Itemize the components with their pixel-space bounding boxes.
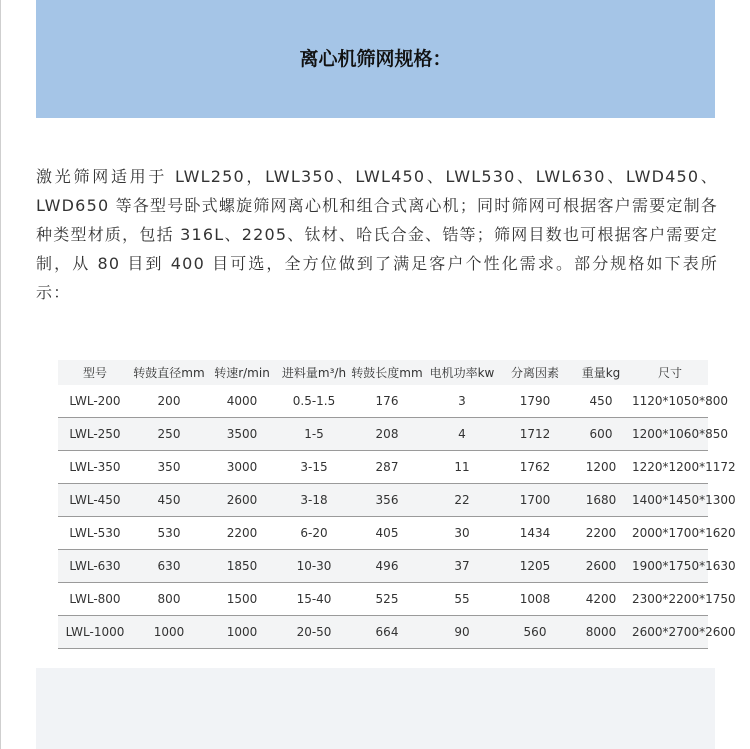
cell-motor-power: 3 — [424, 385, 500, 418]
cell-size: 1900*1750*1630 — [632, 550, 708, 583]
cell-drum-diameter: 800 — [132, 583, 206, 616]
cell-motor-power: 4 — [424, 418, 500, 451]
cell-drum-length: 496 — [350, 550, 424, 583]
cell-model: LWL-800 — [58, 583, 132, 616]
cell-motor-power: 30 — [424, 517, 500, 550]
cell-weight: 8000 — [570, 616, 632, 649]
cell-drum-diameter: 450 — [132, 484, 206, 517]
cell-motor-power: 11 — [424, 451, 500, 484]
cell-feed-rate: 15-40 — [278, 583, 350, 616]
cell-speed: 2600 — [206, 484, 278, 517]
header-size: 尺寸 — [657, 366, 682, 380]
header-drum-diameter: 转鼓直径mm — [133, 366, 205, 380]
cell-weight: 1200 — [570, 451, 632, 484]
cell-speed: 2200 — [206, 517, 278, 550]
cell-separation-factor: 1712 — [500, 418, 570, 451]
header-speed: 转速r/min — [214, 366, 270, 380]
cell-separation-factor: 1700 — [500, 484, 570, 517]
cell-drum-length: 525 — [350, 583, 424, 616]
cell-speed: 4000 — [206, 385, 278, 418]
cell-model: LWL-530 — [58, 517, 132, 550]
cell-size: 2300*2200*1750 — [632, 583, 708, 616]
table-row — [58, 517, 708, 550]
page-left-border — [0, 0, 1, 749]
cell-separation-factor: 1205 — [500, 550, 570, 583]
cell-model: LWL-450 — [58, 484, 132, 517]
cell-drum-diameter: 630 — [132, 550, 206, 583]
cell-drum-diameter: 250 — [132, 418, 206, 451]
cell-size: 1220*1200*1172 — [632, 451, 708, 484]
cell-separation-factor: 1434 — [500, 517, 570, 550]
cell-feed-rate: 1-5 — [278, 418, 350, 451]
header-feed-rate: 进料量m³/h — [281, 366, 347, 380]
cell-motor-power: 37 — [424, 550, 500, 583]
cell-model: LWL-630 — [58, 550, 132, 583]
spec-table — [58, 360, 736, 649]
title-banner — [36, 0, 715, 118]
cell-weight: 600 — [570, 418, 632, 451]
cell-separation-factor: 1008 — [500, 583, 570, 616]
header-motor-power: 电机功率kw — [429, 366, 495, 380]
cell-size: 1120*1050*800 — [632, 385, 708, 418]
cell-drum-length: 208 — [350, 418, 424, 451]
cell-speed: 1850 — [206, 550, 278, 583]
cell-size: 1400*1450*1300 — [632, 484, 708, 517]
table-header-row — [58, 360, 708, 385]
cell-model: LWL-250 — [58, 418, 132, 451]
cell-speed: 3500 — [206, 418, 278, 451]
cell-feed-rate: 20-50 — [278, 616, 350, 649]
header-separation-factor: 分离因素 — [510, 366, 559, 380]
cell-weight: 1680 — [570, 484, 632, 517]
cell-speed: 1500 — [206, 583, 278, 616]
cell-feed-rate: 3-15 — [278, 451, 350, 484]
cell-feed-rate: 10-30 — [278, 550, 350, 583]
cell-drum-length: 176 — [350, 385, 424, 418]
table-row — [58, 583, 708, 616]
intro-paragraph: 激光筛网适用于 LWL250，LWL350、LWL450、LWL530、LWL630、LWD450、LWD650 等各型号卧式螺旋筛网离心机和组合式离心机；同时筛网可根据客户需要定制各种类型材质，包括 316L、2205、钛材、哈氏合金、锆等；筛网目数也可根据客户需要定制，从 80 目到 400 目可选，全方位做到了满足客户个性化需求。部分规格如下表所示： — [36, 167, 718, 302]
cell-size: 1200*1060*850 — [632, 418, 708, 451]
bottom-panel — [36, 668, 715, 749]
cell-size: 2600*2700*2600 — [632, 616, 708, 649]
cell-weight: 2200 — [570, 517, 632, 550]
cell-motor-power: 90 — [424, 616, 500, 649]
cell-feed-rate: 3-18 — [278, 484, 350, 517]
cell-weight: 4200 — [570, 583, 632, 616]
cell-motor-power: 22 — [424, 484, 500, 517]
cell-feed-rate: 6-20 — [278, 517, 350, 550]
table-row — [58, 451, 708, 484]
table-row — [58, 385, 708, 418]
table-row — [58, 418, 708, 451]
cell-model: LWL-1000 — [58, 616, 132, 649]
cell-drum-diameter: 350 — [132, 451, 206, 484]
cell-model: LWL-200 — [58, 385, 132, 418]
cell-drum-diameter: 200 — [132, 385, 206, 418]
cell-feed-rate: 0.5-1.5 — [278, 385, 350, 418]
cell-drum-diameter: 1000 — [132, 616, 206, 649]
header-model: 型号 — [82, 366, 107, 380]
cell-drum-length: 287 — [350, 451, 424, 484]
cell-drum-length: 405 — [350, 517, 424, 550]
cell-model: LWL-350 — [58, 451, 132, 484]
cell-separation-factor: 1790 — [500, 385, 570, 418]
page-title: 离心机筛网规格： — [299, 48, 452, 70]
table-row — [58, 616, 708, 649]
table-row — [58, 484, 708, 517]
cell-weight: 2600 — [570, 550, 632, 583]
table-row — [58, 550, 708, 583]
cell-speed: 1000 — [206, 616, 278, 649]
cell-speed: 3000 — [206, 451, 278, 484]
cell-drum-length: 664 — [350, 616, 424, 649]
cell-weight: 450 — [570, 385, 632, 418]
cell-drum-length: 356 — [350, 484, 424, 517]
header-drum-length: 转鼓长度mm — [351, 366, 423, 380]
cell-separation-factor: 1762 — [500, 451, 570, 484]
cell-drum-diameter: 530 — [132, 517, 206, 550]
cell-motor-power: 55 — [424, 583, 500, 616]
cell-size: 2000*1700*1620 — [632, 517, 708, 550]
cell-separation-factor: 560 — [500, 616, 570, 649]
header-weight: 重量kg — [581, 366, 621, 380]
